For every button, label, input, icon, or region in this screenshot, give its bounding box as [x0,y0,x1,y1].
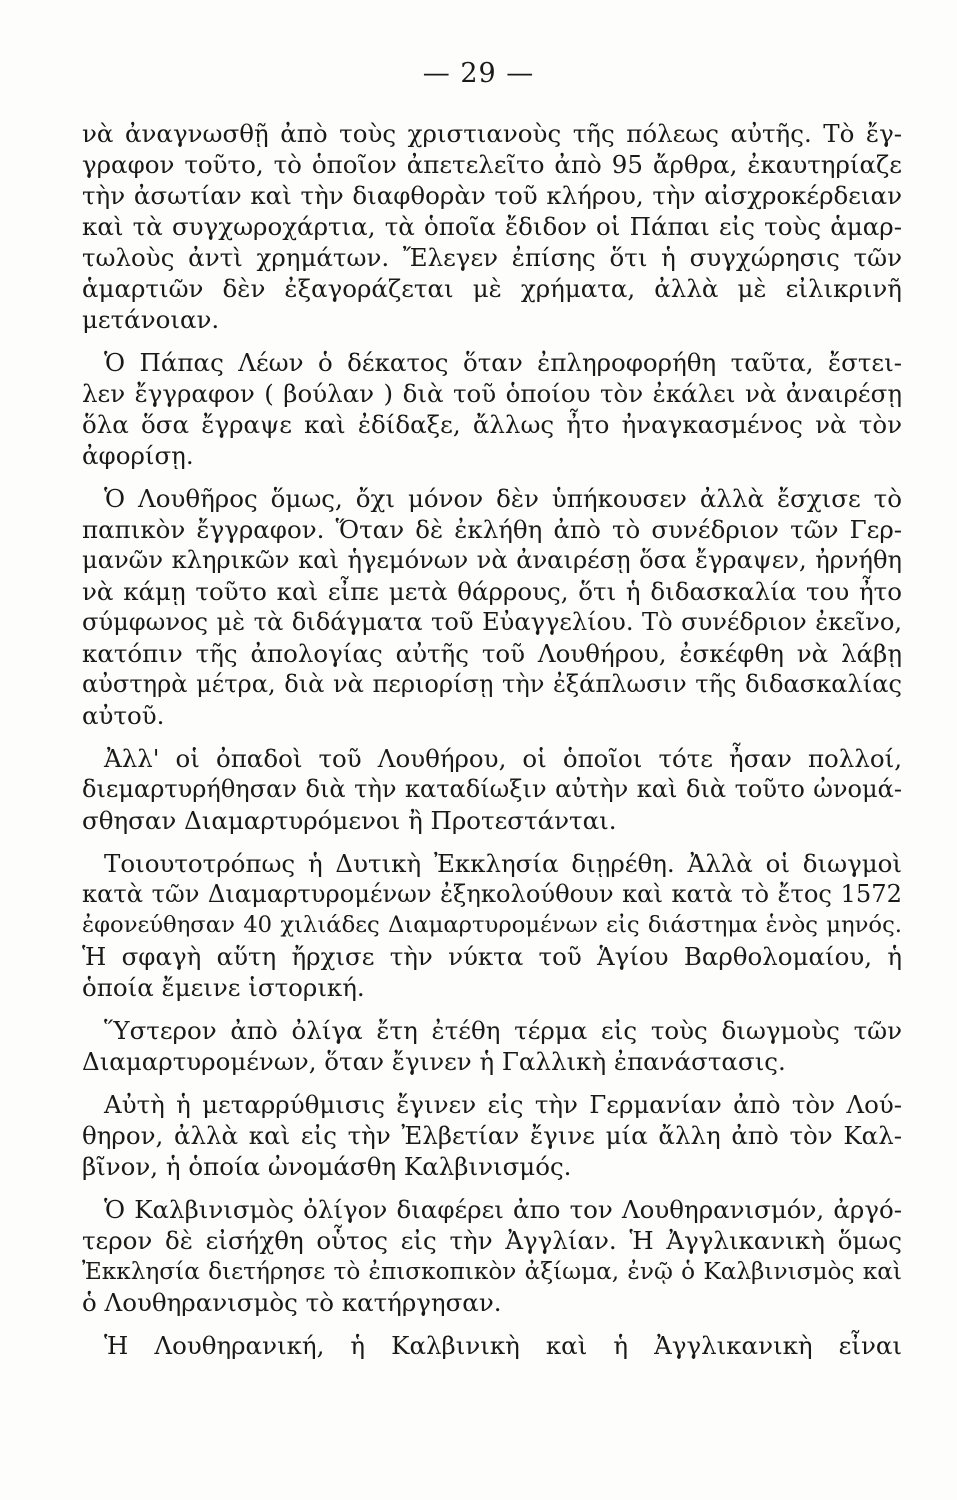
paragraph [82,347,902,471]
paragraph [82,1015,902,1077]
text-line: Τοιουτοτρόπως ἡ Δυτικὴ Ἐκκλησία διῃρέθη. Ἀλλὰ οἱ διωγμοὶ [104,849,902,878]
text-line: Αὐτὴ ἡ μεταρρύθμισις ἔγινεν εἰς τὴν Γερμανίαν ἀπὸ τὸν Λού- [104,1090,902,1119]
text-line: ἁμαρτιῶν δὲν ἐξαγοράζεται μὲ χρήματα, ἀλλὰ μὲ εἰλικρινῆ [82,274,902,303]
text-line: Ἡ σφαγὴ αὕτη ἤρχισε τὴν νύκτα τοῦ Ἁγίου Βαρθολομαίου, ἡ [82,942,902,971]
text-line: μετάνοιαν. [82,305,220,334]
text-line: Ὕστερον ἀπὸ ὀλίγα ἔτη ἐτέθη τέρμα εἰς τοὺς διωγμοὺς τῶν [104,1016,902,1045]
text-line: ἀφορίσῃ. [82,441,194,470]
text-line: Ὁ Λουθῆρος ὅμως, ὄχι μόνον δὲν ὑπήκουσεν ἀλλὰ ἔσχισε τὸ [104,484,902,513]
text-line: Ἐκκλησία διετήρησε τὸ ἐπισκοπικὸν ἀξίωμα, ἐνῷ ὁ Καλβινισμὸς καὶ [82,1258,902,1285]
paragraph [82,1330,902,1361]
text-line: αὐτοῦ. [82,701,165,730]
paragraph-gap [82,1077,902,1089]
text-line: Ἡ Λουθηρανική, ἡ Καλβινικὴ καὶ ἡ Ἀγγλικανικὴ εἶναι [104,1331,902,1360]
paragraph-gap [82,731,902,743]
text-line: Ὁ Καλβινισμὸς ὀλίγον διαφέρει ἀπο τον Λουθηρανισμόν, ἀργό- [104,1195,902,1224]
paragraph-gap [82,335,902,347]
text-line: ὁ Λουθηρανισμὸς τὸ κατήργησαν. [82,1288,502,1317]
text-line: τερον δὲ εἰσήχθη οὗτος εἰς τὴν Ἀγγλίαν. Ἡ Ἀγγλικανικὴ ὅμως [82,1226,902,1255]
paragraph [82,1089,902,1182]
text-line: λεν ἔγγραφον ( βούλαν ) διὰ τοῦ ὁποίου τὸν ἐκάλει νὰ ἀναιρέσῃ [82,379,902,408]
text-line: τωλοὺς ἀντὶ χρημάτων. Ἔλεγεν ἐπίσης ὅτι ἡ συγχώρησις τῶν [82,243,902,272]
paragraph [82,1194,902,1318]
paragraph-gap [82,471,902,483]
text-line: ὁποία ἔμεινε ἱστορική. [82,973,365,1002]
text-line: κατόπιν τῆς ἀπολογίας αὐτῆς τοῦ Λουθήρου, ἐσκέφθη νὰ λάβῃ [82,639,902,668]
text-line: Διαμαρτυρομένων, ὅταν ἔγινεν ἡ Γαλλικὴ ἐπανάστασις. [82,1047,786,1076]
text-line: θηρον, ἀλλὰ καὶ εἰς τὴν Ἐλβετίαν ἔγινε μία ἄλλη ἀπὸ τὸν Καλ- [82,1121,902,1150]
text-line: μανῶν κληρικῶν καὶ ἡγεμόνων νὰ ἀναιρέσῃ ὅσα ἔγραψεν, ἠρνήθη [82,546,902,574]
text-line: νὰ ἀναγνωσθῇ ἀπὸ τοὺς χριστιανοὺς τῆς πόλεως αὐτῆς. Τὸ ἔγ- [82,119,902,148]
paragraph [82,483,902,731]
text-line: τὴν ἀσωτίαν καὶ τὴν διαφθορὰν τοῦ κλήρου, τὴν αἰσχροκέρδειαν [82,181,902,210]
text-line: γραφον τοῦτο, τὸ ὁποῖον ἀπετελεῖτο ἀπὸ 95 ἄρθρα, ἐκαυτηρίαζε [82,150,902,179]
text-line: σύμφωνος μὲ τὰ διδάγματα τοῦ Εὐαγγελίου. Τὸ συνέδριον ἐκεῖνο, [82,608,902,636]
text-line: βῖνον, ἡ ὁποία ὠνομάσθη Καλβινισμός. [82,1152,572,1181]
page-number: — 29 — [422,58,535,89]
text-line: καὶ τὰ συγχωροχάρτια, τὰ ὁποῖα ἔδιδον οἱ Πάπαι εἰς τοὺς ἁμαρ- [82,212,902,241]
text-line: νὰ κάμῃ τοῦτο καὶ εἶπε μετὰ θάρρους, ὅτι ἡ διδασκαλία του ἦτο [82,577,902,606]
text-line: Ὁ Πάπας Λέων ὁ δέκατος ὅταν ἐπληροφορήθη ταῦτα, ἔστει- [104,348,902,377]
body-text [82,118,902,1361]
paragraph [82,848,902,1003]
paragraph-gap [82,1003,902,1015]
paragraph [82,743,902,836]
text-line: σθησαν Διαμαρτυρόμενοι ἢ Προτεστάνται. [82,806,617,835]
paragraph-gap [82,1182,902,1194]
text-line: παπικὸν ἔγγραφον. Ὅταν δὲ ἐκλήθη ἀπὸ τὸ συνέδριον τῶν Γερ- [82,515,902,544]
text-line: διεμαρτυρήθησαν διὰ τὴν καταδίωξιν αὐτὴν καὶ διὰ τοῦτο ὠνομά- [82,775,902,803]
text-line: Ἀλλ' οἱ ὀπαδοὶ τοῦ Λουθήρου, οἱ ὁποῖοι τότε ἦσαν πολλοί, [104,744,902,773]
text-line: ἐφονεύθησαν 40 χιλιάδες Διαμαρτυρομένων εἰς διάστημα ἑνὸς μηνός. [82,912,902,938]
paragraph [82,118,902,335]
paragraph-gap [82,836,902,848]
text-line: αὐστηρὰ μέτρα, διὰ νὰ περιορίσῃ τὴν ἐξάπλωσιν τῆς διδασκαλίας [82,670,902,698]
text-line: κατὰ τῶν Διαμαρτυρομένων ἐξηκολούθουν καὶ κατὰ τὸ ἔτος 1572 [82,880,902,908]
paragraph-gap [82,1318,902,1330]
text-line: ὅλα ὅσα ἔγραψε καὶ ἐδίδαξε, ἄλλως ἦτο ἠναγκασμένος νὰ τὸν [82,410,902,439]
